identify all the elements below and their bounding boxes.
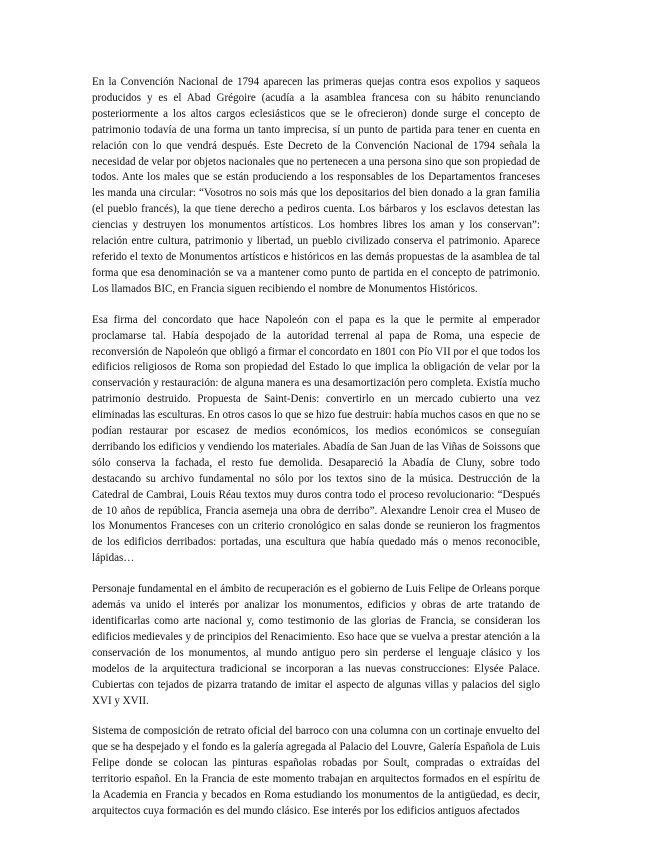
paragraph-convencion-1794: En la Convención Nacional de 1794 aparecen las primeras quejas contra esos expolios y saqueos producidos y es el Abad Grégoire (acudía a la asamblea francesa con su hábito renunciando posteriormente a los altos cargos eclesiásticos que se le ofrecieron) donde surge el concepto de patrimonio todavía de una forma un tanto imprecisa, sí un punto de partida para tener en cuenta en relación con lo que vendrá después. Este Decreto de la Convención Nacional de 1794 señala la necesidad de velar por objetos nacionales que no pertenecen a una persona sino que son propiedad de todos. Ante los males que se están produciendo a los responsables de los Departamentos franceses les manda una circular: “Vosotros no sois más que los depositarios del bien donado a la gran familia (el pueblo francés), la que tiene derecho a pediros cuenta. Los bárbaros y los esclavos detestan las ciencias y destruyen los monumentos artísticos. Los hombres libres los aman y los conservan”: relación entre cultura, patrimonio y libertad, un pueblo civilizado conserva el patrimonio. Aparece referido el texto de Monumentos artísticos e históricos en las demás propuestas de la asamblea de tal forma que esa denominación se va a mantener como punto de partida en el concepto de patrimonio. Los llamados BIC, en Francia siguen recibiendo el nombre de Monumentos Históricos.	[92, 76, 540, 295]
paragraph-luis-felipe: Personaje fundamental en el ámbito de recuperación es el gobierno de Luis Felipe de Orleans porque además va unido el interés por analizar los monumentos, edificios y obras de arte tratando de identificarlas como arte nacional y, como testimonio de las glorias de Francia, se consideran los edificios medievales y de principios del Renacimiento. Eso hace que se vuelva a prestar atención a la conservación de los monumentos, al mundo antiguo pero sin perderse el lenguaje clásico y los modelos de la arquitectura tradicional se incorporan a las nuevas construcciones: Elysée Palace. Cubiertas con tejados de pizarra tratando de imitar el aspecto de algunas villas y palacios del siglo XVI y XVII.	[92, 583, 540, 707]
paragraph-concordato-napoleon: Esa firma del concordato que hace Napoleón con el papa es la que le permite al emperador proclamarse tal. Había despojado de la autoridad terrenal al papa de Roma, una especie de reconversión de Napoleón que obligó a firmar el concordato en 1801 con Pío VII por el que todos los edificios religiosos de Roma son propiedad del Estado lo que implica la obligación de velar por la conservación y restauración: de alguna manera es una desamortización pero completa. Existía mucho patrimonio destruido. Propuesta de Saint-Denis: convertirlo en un mercado cubierto una vez eliminadas las esculturas. En otros casos lo que se hizo fue destruir: había muchos casos en que no se podían restaurar por escasez de medios económicos, los medios económicos se conseguían derribando los edificios y vendiendo los materiales. Abadía de San Juan de las Viñas de Soissons que sólo conserva la fachada, el resto fue demolida. Desapareció la Abadía de Cluny, sobre todo destacando su archivo fundamental no sólo por los textos sino de la música. Destrucción de la Catedral de Cambrai, Louis Réau textos muy duros contra todo el proceso revolucionario: “Después de 10 años de república, Francia asemeja una obra de derribo”. Alexandre Lenoir crea el Museo de los Monumentos Franceses con un criterio cronológico en salas donde se reunieron los fragmentos de los edificios derribados: portadas, una escultura que había quedado más o menos reconocible, lápidas…	[92, 313, 540, 565]
document-page	[92, 75, 540, 835]
paragraph-retrato-oficial: Sistema de composición de retrato oficial del barroco con una columna con un cortinaje envuelto del que se ha despejado y el fondo es la galería agregada al Palacio del Louvre, Galería Española de Luis Felipe donde se colocan las pinturas españolas robadas por Soult, compradas o extraídas del territorio español. En la Francia de este momento trabajan en arquitectos formados en el espíritu de la Academia en Francia y becados en Roma estudiando los monumentos de la antigüedad, es decir, arquitectos cuya formación es del mundo clásico. Ese interés por los edificios antiguos afectados	[92, 725, 540, 817]
